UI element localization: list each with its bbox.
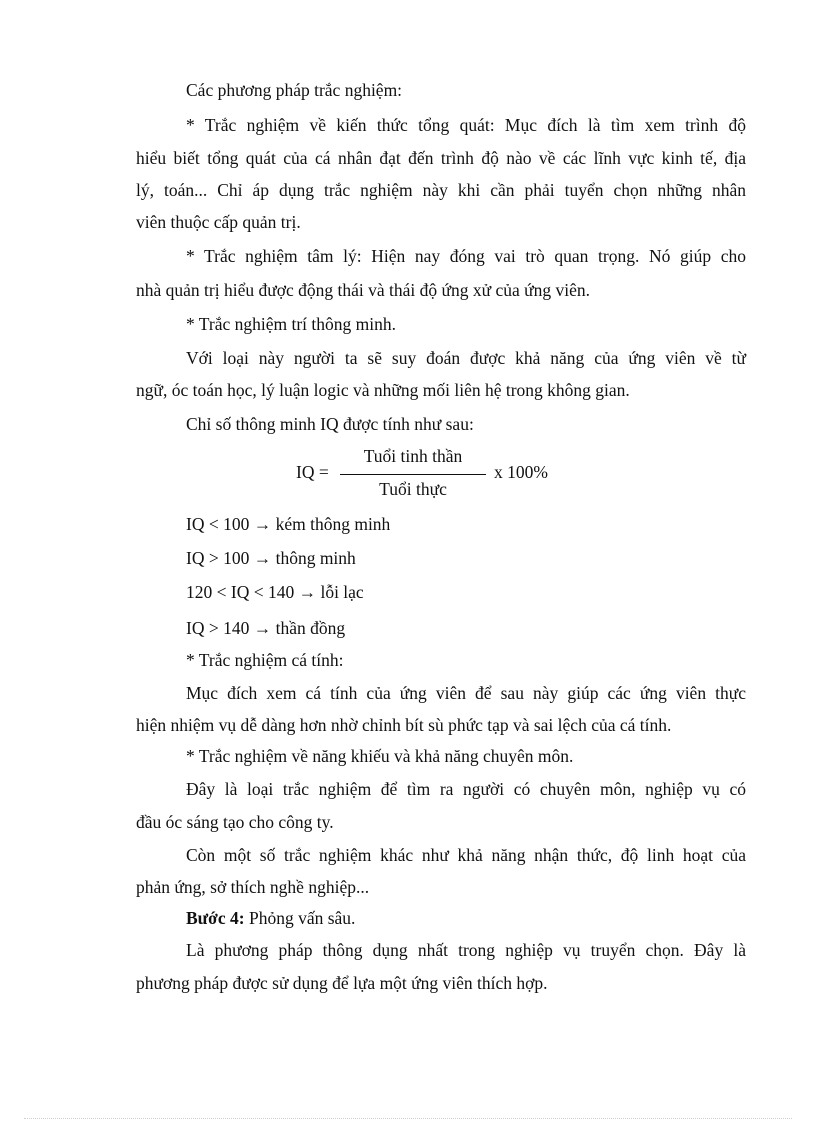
text-line: nhà quản trị hiểu được động thái và thái độ ứng xử của ứng viên. xyxy=(136,280,590,300)
text-line: Mục đích xem cá tính của ứng viên để sau này giúp các ứng viên thực xyxy=(186,683,746,703)
iq-level-line: IQ > 140 → thần đồng xyxy=(186,618,346,638)
text-line: * Trắc nghiệm tâm lý: Hiện nay đóng vai trò quan trọng. Nó giúp cho xyxy=(186,246,746,266)
text-line: Là phương pháp thông dụng nhất trong nghiệp vụ truyển chọn. Đây là xyxy=(186,940,746,960)
step-heading xyxy=(186,908,355,929)
iq-level-line: IQ < 100 → kém thông minh xyxy=(186,514,391,534)
text-line: * Trắc nghiệm trí thông minh. xyxy=(186,314,396,334)
text-line: Chỉ số thông minh IQ được tính như sau: xyxy=(186,414,474,434)
text-line: đầu óc sáng tạo cho công ty. xyxy=(136,812,334,832)
text-line: ngữ, óc toán học, lý luận logic và những mối liên hệ trong không gian. xyxy=(136,380,630,400)
text-line: hiện nhiệm vụ dễ dàng hơn nhờ chỉnh bít sù phức tạp và sai lệch của cá tính. xyxy=(136,715,672,735)
formula-numerator: Tuổi tinh thần xyxy=(363,446,463,466)
text-line: * Trắc nghiệm về năng khiếu và khả năng chuyên môn. xyxy=(186,746,574,766)
text-line: lý, toán... Chỉ áp dụng trắc nghiệm này khi cần phải tuyển chọn những nhân xyxy=(136,180,746,200)
text-line: hiểu biết tổng quát của cá nhân đạt đến trình độ nào về các lĩnh vực kinh tế, địa xyxy=(136,148,746,168)
text-line: Với loại này người ta sẽ suy đoán được khả năng của ứng viên về từ xyxy=(186,348,746,368)
formula-rhs: x 100% xyxy=(494,462,548,482)
iq-formula xyxy=(296,446,596,502)
formula-denominator: Tuổi thực xyxy=(379,479,447,499)
page-bottom-divider xyxy=(24,1118,792,1119)
text-line: phương pháp được sử dụng để lựa một ứng viên thích hợp. xyxy=(136,973,548,993)
text-line: viên thuộc cấp quản trị. xyxy=(136,212,301,232)
text-line: * Trắc nghiệm cá tính: xyxy=(186,650,344,670)
fraction-bar xyxy=(340,474,486,475)
step-text: Phỏng vấn sâu. xyxy=(244,908,356,928)
text-line: * Trắc nghiệm về kiến thức tổng quát: Mục đích là tìm xem trình độ xyxy=(186,115,746,135)
formula-lhs: IQ = xyxy=(296,462,329,482)
text-line: phản ứng, sở thích nghề nghiệp... xyxy=(136,877,370,897)
text-line: Còn một số trắc nghiệm khác như khả năng nhận thức, độ linh hoạt của xyxy=(186,845,746,865)
text-line: Đây là loại trắc nghiệm để tìm ra người có chuyên môn, nghiệp vụ có xyxy=(186,779,746,799)
iq-level-line: IQ > 100 → thông minh xyxy=(186,548,356,568)
step-label: Bước 4: xyxy=(186,908,245,928)
iq-level-line: 120 < IQ < 140 → lỗi lạc xyxy=(186,582,364,602)
paragraph-heading: Các phương pháp trắc nghiệm: xyxy=(186,80,403,100)
